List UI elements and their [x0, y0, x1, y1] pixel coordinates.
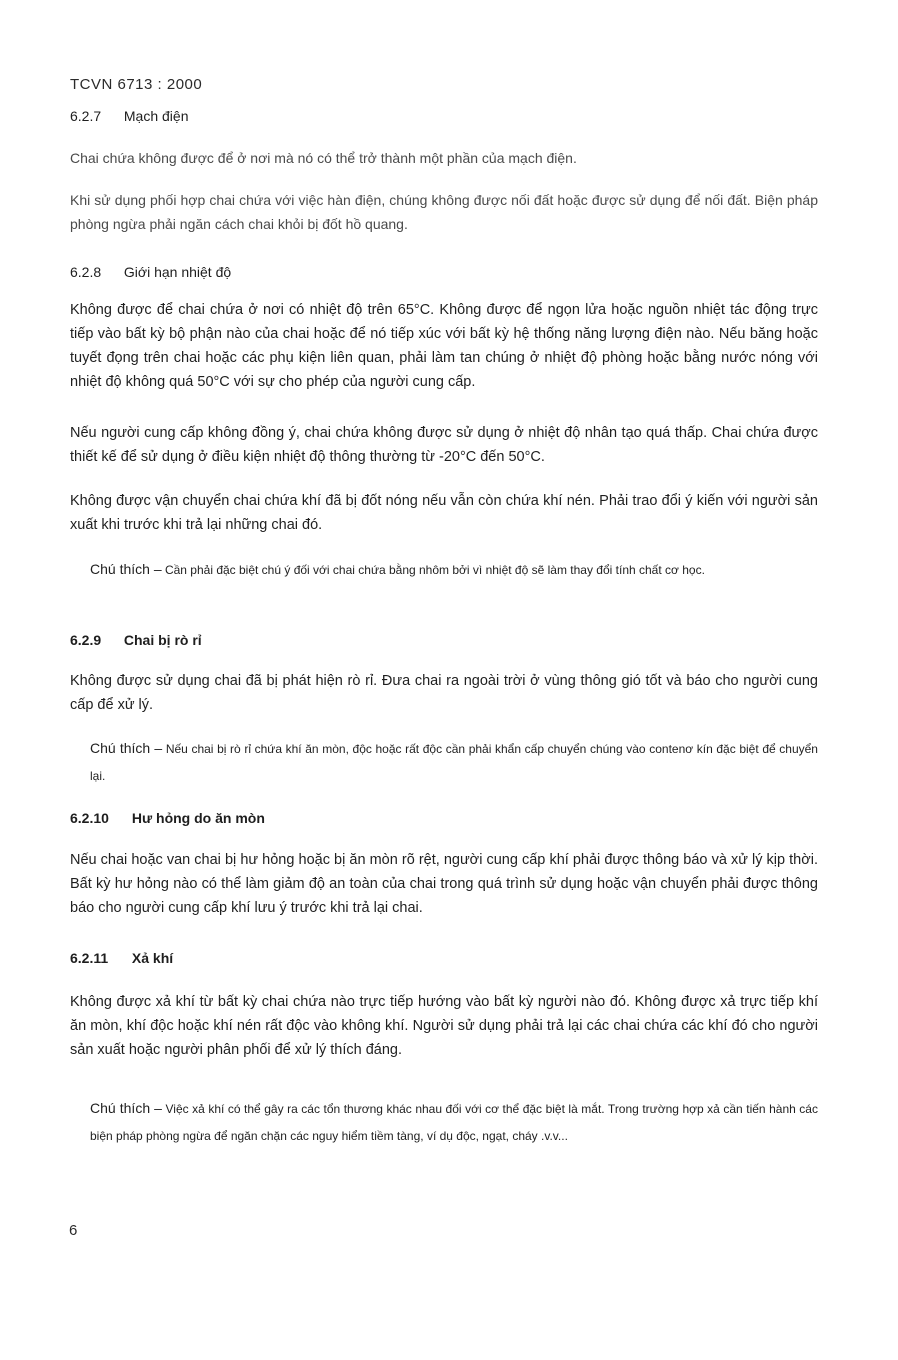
- section-heading-6-2-11: [70, 950, 173, 966]
- section-number: 6.2.8: [70, 264, 102, 280]
- paragraph: Không được sử dụng chai đã bị phát hiện rò rỉ. Đưa chai ra ngoài trời ở vùng thông gió tốt và báo cho người cung cấp để xử lý.: [70, 673, 818, 713]
- section-heading-6-2-7: [70, 108, 188, 124]
- note-text: Nếu chai bị rò rỉ chứa khí ăn mòn, độc hoặc rất độc cần phải khẩn cấp chuyển chúng vào contenơ kín đặc biệt để chuyển lại.: [90, 742, 818, 783]
- section-heading-6-2-9: [70, 632, 202, 648]
- paragraph: Không được xả khí từ bất kỳ chai chứa nào trực tiếp hướng vào bất kỳ người nào đó. Không được xả trực tiếp khí ăn mòn, khí độc hoặc khí nén rất độc vào không khí. Người sử dụng phải trả lại các chai chứa các khí đó cho người sản xuất hoặc người phân phối để xử lý thích đáng.: [70, 994, 818, 1058]
- note-lead: Chú thích –: [90, 740, 163, 756]
- note: [90, 556, 818, 584]
- section-number: 6.2.9: [70, 632, 102, 648]
- paragraph: Chai chứa không được để ở nơi mà nó có thể trở thành một phần của mạch điện.: [70, 150, 577, 166]
- note: [90, 1095, 818, 1150]
- section-title: Xả khí: [131, 950, 174, 966]
- paragraph: Không được để chai chứa ở nơi có nhiệt độ trên 65°C. Không được để ngọn lửa hoặc nguồn nhiệt tác động trực tiếp vào bất kỳ bộ phận nào của chai hoặc để nó tiếp xúc với bất kỳ hệ thống năng lượng điện nào. Nếu băng hoặc tuyết đọng trên chai hoặc các phụ kiện liên quan, phải làm tan chúng ở nhiệt độ phòng hoặc bằng nước nóng với nhiệt độ không quá 50°C với sự cho phép của người cung cấp.: [70, 302, 818, 390]
- page-number: 6: [69, 1222, 78, 1239]
- section-title: Hư hỏng do ăn mòn: [131, 810, 265, 826]
- section-title: Giới hạn nhiệt độ: [123, 264, 232, 280]
- note-lead: Chú thích –: [90, 561, 162, 577]
- paragraph: Không được vận chuyển chai chứa khí đã bị đốt nóng nếu vẫn còn chứa khí nén. Phải trao đổi ý kiến với người sản xuất khi trước khi trả lại những chai đó.: [70, 493, 818, 533]
- section-number: 6.2.11: [70, 950, 109, 966]
- paragraph: Nếu chai hoặc van chai bị hư hỏng hoặc bị ăn mòn rõ rệt, người cung cấp khí phải được thông báo và xử lý kịp thời. Bất kỳ hư hỏng nào có thể làm giảm độ an toàn của chai trong quá trình sử dụng hoặc vận chuyển phải được thông báo cho người cung cấp khí lưu ý trước khi trả lại chai.: [70, 852, 818, 916]
- paragraph: Nếu người cung cấp không đồng ý, chai chứa không được sử dụng ở nhiệt độ nhân tạo quá thấp. Chai chứa được thiết kế để sử dụng ở điều kiện nhiệt độ thông thường từ -20°C đến 50°C.: [70, 425, 818, 465]
- section-number: 6.2.10: [70, 810, 109, 826]
- section-heading-6-2-8: [70, 264, 231, 280]
- paragraph: Khi sử dụng phối hợp chai chứa với việc hàn điện, chúng không được nối đất hoặc được sử dụng để nối đất. Biện pháp phòng ngừa phải ngăn cách chai khỏi bị đốt hồ quang.: [70, 192, 818, 232]
- section-number: 6.2.7: [70, 108, 102, 124]
- note: [90, 735, 818, 790]
- section-heading-6-2-10: [70, 810, 265, 826]
- note-text: Việc xả khí có thể gây ra các tổn thương khác nhau đối với cơ thể đặc biệt là mắt. Trong trường hợp xả cần tiến hành các biện pháp phòng ngừa để ngăn chặn các nguy hiểm tiềm tàng, ví dụ độc, ngạt, cháy .v.v...: [90, 1102, 818, 1143]
- note-lead: Chú thích –: [90, 1100, 162, 1116]
- standard-code: TCVN 6713 : 2000: [70, 76, 203, 93]
- section-title: Chai bị rò rỉ: [123, 632, 202, 648]
- note-text: Cần phải đặc biệt chú ý đối với chai chứa bằng nhôm bởi vì nhiệt độ sẽ làm thay đổi tính chất cơ học.: [164, 563, 705, 577]
- section-title: Mạch điện: [123, 108, 189, 124]
